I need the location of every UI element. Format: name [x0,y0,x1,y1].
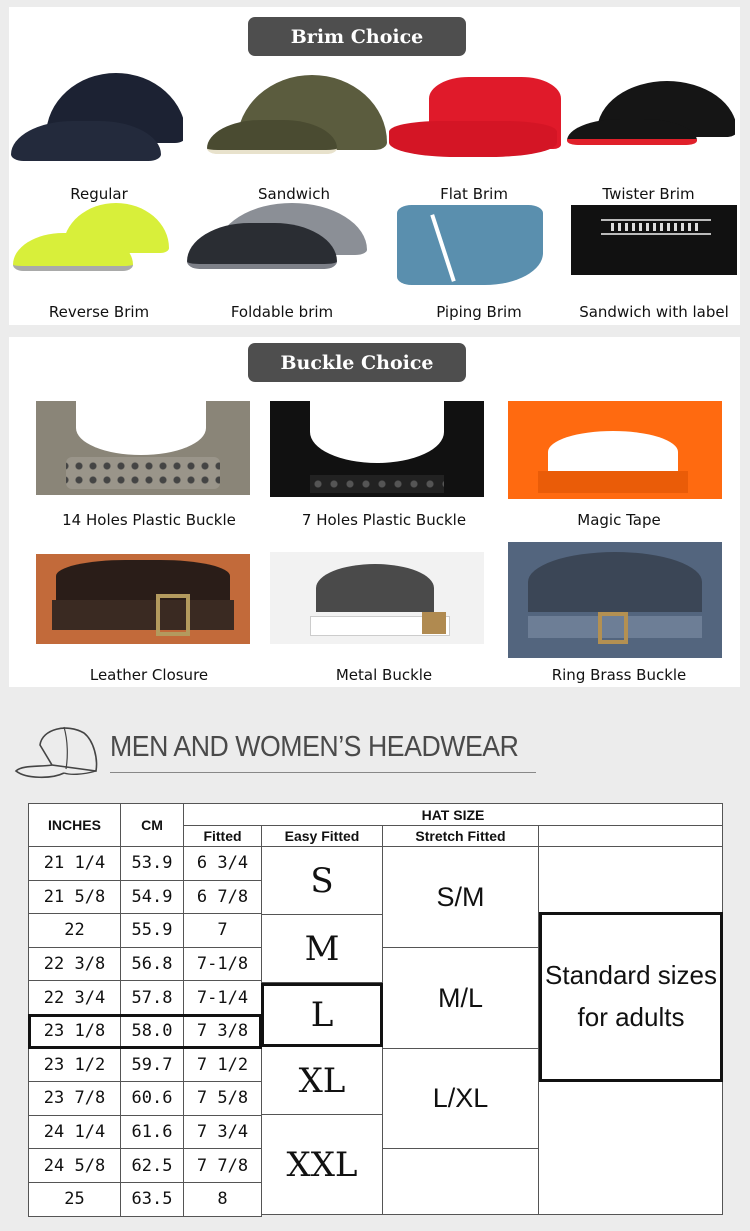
brim-choice-panel [9,7,740,325]
buckle-option-metal[interactable] [264,552,504,682]
title-underline [110,772,536,773]
fitted-cell: 6 3/4 [183,846,262,881]
brim-label: Piping Brim [436,303,522,321]
cm-cell: 61.6 [120,1115,184,1150]
standard-note-line1: Standard sizes [545,960,717,991]
buckle-option-magic-tape[interactable] [504,401,734,531]
buckle-label: 7 Holes Plastic Buckle [301,511,467,529]
piping-brim-cap-image [397,205,543,285]
brim-option-regular[interactable] [9,71,189,201]
buckle-option-7-holes[interactable] [264,401,504,531]
fitted-cell: 7 [183,913,262,948]
brim-option-twister[interactable] [561,71,736,201]
fitted-cell: 7 1/2 [183,1048,262,1083]
header-fitted: Fitted [183,825,262,847]
brim-label: Sandwich with label [579,303,729,321]
twister-brim-cap-image [567,81,735,151]
buckle-label: Magic Tape [577,511,661,529]
cm-cell: 62.5 [120,1148,184,1183]
brim-label: Regular [70,185,128,203]
header-stretch-fitted: Stretch Fitted [382,825,539,847]
header-hat-size: HAT SIZE [183,803,723,826]
fitted-cell: 7 7/8 [183,1148,262,1183]
cm-cell: 56.8 [120,947,184,982]
brim-label: Foldable brim [230,303,334,321]
metal-buckle-image [270,552,484,644]
brim-label: Sandwich [258,185,330,203]
fitted-cell: 7-1/8 [183,947,262,982]
cm-cell: 58.0 [120,1014,184,1049]
flat-brim-cap-image [389,77,561,167]
stretch-fitted-sm: S/M [382,846,539,948]
buckle-label: Metal Buckle [335,666,433,684]
fitted-cell: 6 7/8 [183,880,262,915]
leather-closure-image [36,554,250,644]
inches-cell: 21 1/4 [28,846,121,881]
cm-cell: 59.7 [120,1048,184,1083]
fitted-cell: 7 3/8 [183,1014,262,1049]
inches-cell: 22 3/4 [28,980,121,1015]
brim-label: Flat Brim [440,185,508,203]
inches-cell: 24 5/8 [28,1148,121,1183]
easy-fitted-s: S [261,846,383,915]
cap-outline-icon [12,719,100,785]
fitted-cell: 7 5/8 [183,1081,262,1116]
brim-option-sandwich[interactable] [199,71,389,201]
header-cm: CM [120,803,184,847]
easy-fitted-xl: XL [261,1046,383,1115]
buckle-label: Ring Brass Buckle [551,666,687,684]
sandwich-cap-image [207,75,387,171]
brim-label: Twister Brim [602,185,695,203]
header-blank [538,825,723,847]
easy-fitted-xxl: XXL [261,1114,383,1215]
cm-cell: 57.8 [120,980,184,1015]
14-holes-buckle-image [36,401,250,495]
header-inches: INCHES [28,803,121,847]
brim-option-flat[interactable] [384,71,564,201]
hat-size-table [28,803,723,1215]
cm-cell: 54.9 [120,880,184,915]
inches-cell: 23 1/8 [28,1014,121,1049]
buckle-option-ring-brass[interactable] [504,542,734,682]
headwear-title: MEN AND WOMEN’S HEADWEAR [110,731,519,763]
sandwich-label-cap-image [571,205,737,275]
highlighted-row-outline [28,1014,262,1049]
inches-cell: 22 [28,913,121,948]
brim-option-reverse[interactable] [9,199,189,319]
inches-cell: 22 3/8 [28,947,121,982]
easy-fitted-l: L [261,983,383,1047]
foldable-brim-cap-image [187,203,367,273]
fitted-cell: 7-1/4 [183,980,262,1015]
buckle-choice-title: Buckle Choice [248,343,466,382]
inches-cell: 25 [28,1182,121,1217]
magic-tape-image [508,401,722,499]
buckle-label: 14 Holes Plastic Buckle [62,511,236,529]
regular-cap-image [11,73,183,169]
fitted-cell: 7 3/4 [183,1115,262,1150]
brim-choice-title: Brim Choice [248,17,466,56]
stretch-fitted-ml: M/L [382,947,539,1049]
buckle-option-14-holes[interactable] [34,401,264,531]
easy-fitted-m: M [261,914,383,983]
cm-cell: 53.9 [120,846,184,881]
standard-note-line2: for adults [577,1002,685,1032]
inches-cell: 21 5/8 [28,880,121,915]
header-easy-fitted: Easy Fitted [261,825,383,847]
buckle-option-leather[interactable] [34,552,264,682]
fitted-cell: 8 [183,1182,262,1217]
cm-cell: 55.9 [120,913,184,948]
inches-cell: 23 7/8 [28,1081,121,1116]
brim-label: Reverse Brim [48,303,150,321]
headwear-banner [0,705,750,795]
cm-cell: 63.5 [120,1182,184,1217]
ring-brass-buckle-image [508,542,722,658]
7-holes-buckle-image [270,401,484,497]
brim-option-piping[interactable] [389,199,569,319]
stretch-fitted-blank [382,1148,539,1215]
brim-option-foldable[interactable] [187,199,377,319]
stretch-fitted-lxl: L/XL [382,1048,539,1149]
inches-cell: 23 1/2 [28,1048,121,1083]
buckle-label: Leather Closure [89,666,209,684]
standard-sizes-note [539,912,723,1082]
inches-cell: 24 1/4 [28,1115,121,1150]
cm-cell: 60.6 [120,1081,184,1116]
brim-option-sandwich-label[interactable] [569,199,739,319]
buckle-choice-panel [9,337,740,687]
reverse-brim-cap-image [13,203,169,273]
